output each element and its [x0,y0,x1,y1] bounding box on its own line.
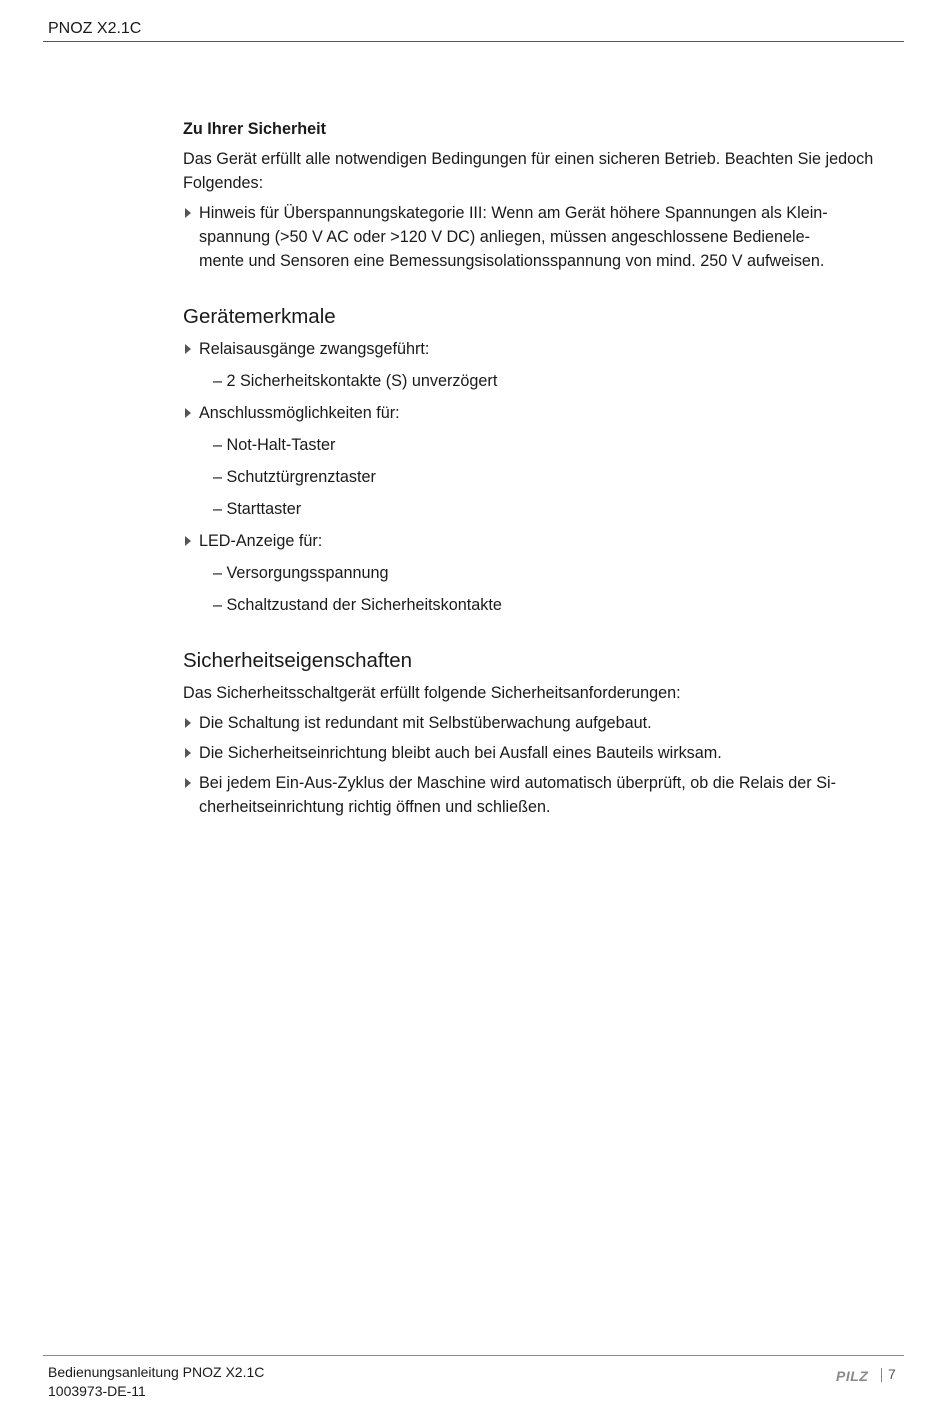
page-number: 7 [888,1366,896,1382]
relay-label: Relaisausgänge zwangsgeführt: [199,340,430,358]
bullet-arrow-icon [185,536,191,546]
list-item [183,337,903,361]
page-content [183,117,903,825]
properties-heading: Sicherheitseigenschaften [183,649,413,672]
property-text: Bei jedem Ein-Aus-Zyklus der Maschine wird automatisch überprüft, ob die Relais der Si- [199,774,836,792]
pilz-logo: PILZ [836,1368,869,1384]
sub-list-item: – 2 Sicherheitskontakte (S) unverzögert [213,372,498,390]
bullet-arrow-icon [185,208,191,218]
list-item [183,741,903,765]
footer-manual-title: Bedienungsanleitung PNOZ X2.1C [48,1364,265,1380]
sub-list-item: – Schaltzustand der Sicherheitskontakte [213,596,502,614]
footer-info [48,1363,264,1401]
list-item [183,711,903,735]
list-item [183,529,903,553]
header-divider [43,41,904,42]
safety-note-line: mente und Sensoren eine Bemessungsisolationsspannung von mind. 250 V aufweisen. [199,252,825,270]
connect-label: Anschlussmöglichkeiten für: [199,404,400,422]
bullet-arrow-icon [185,408,191,418]
sub-list-item: – Schutztürgrenztaster [213,468,376,486]
safety-heading: Zu Ihrer Sicherheit [183,120,327,138]
bullet-arrow-icon [185,718,191,728]
sub-list-item: – Starttaster [213,500,302,518]
sub-list-item: – Versorgungsspannung [213,564,389,582]
sub-list-item: – Not-Halt-Taster [213,436,336,454]
safety-intro: Das Gerät erfüllt alle notwendigen Bedingungen für einen sicheren Betrieb. Beachten Sie jedoch Folgendes: [183,150,874,192]
property-text: Die Schaltung ist redundant mit Selbstüberwachung aufgebaut. [199,714,652,732]
bullet-arrow-icon [185,778,191,788]
safety-note-line: spannung (>50 V AC oder >120 V DC) anliegen, müssen angeschlossene Bedienele- [199,228,811,246]
footer-divider [43,1355,904,1356]
document-header-title: PNOZ X2.1C [48,20,142,37]
properties-intro: Das Sicherheitsschaltgerät erfüllt folgende Sicherheitsanforderungen: [183,684,681,702]
safety-note-line: Hinweis für Überspannungskategorie III: Wenn am Gerät höhere Spannungen als Klein- [199,204,828,222]
features-heading: Gerätemerkmale [183,305,336,328]
bullet-arrow-icon [185,748,191,758]
property-text: cherheitseinrichtung richtig öffnen und schließen. [199,798,551,816]
property-text: Die Sicherheitseinrichtung bleibt auch bei Ausfall eines Bauteils wirksam. [199,744,722,762]
footer-separator [881,1368,882,1382]
led-label: LED-Anzeige für: [199,532,323,550]
list-item [183,401,903,425]
safety-note-bullet [183,201,903,273]
bullet-arrow-icon [185,344,191,354]
list-item [183,771,903,819]
footer-doc-number: 1003973-DE-11 [48,1383,146,1399]
